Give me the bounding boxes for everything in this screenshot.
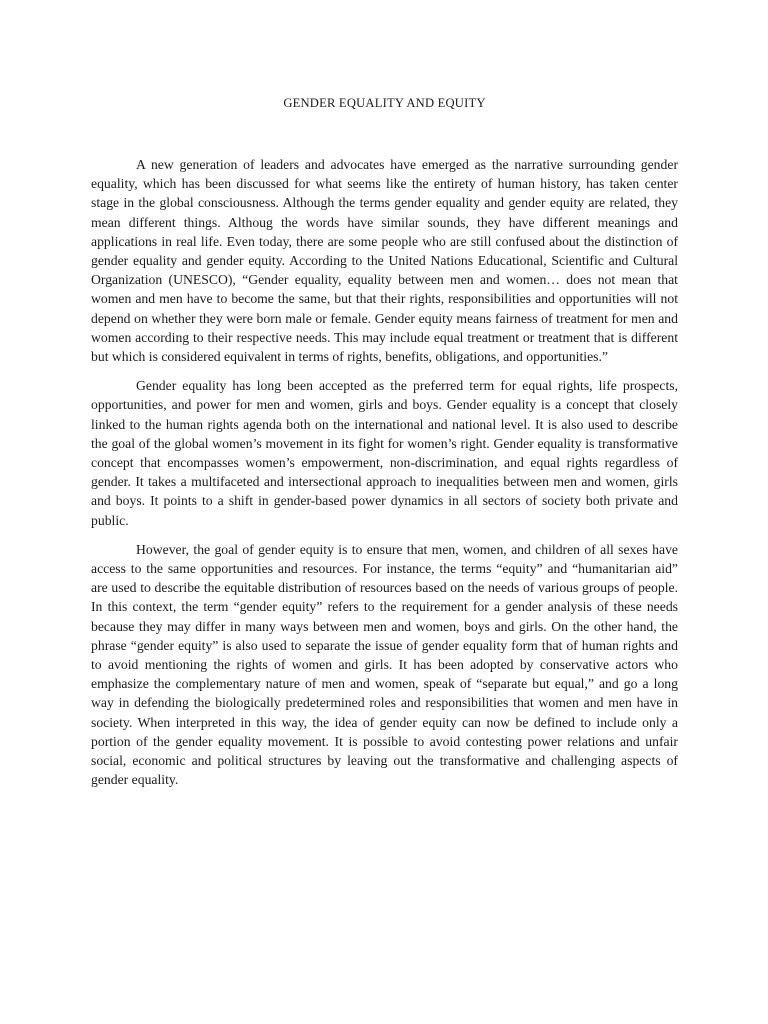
paragraph-1: A new generation of leaders and advocates have emerged as the narrative surrounding gender equality, which has been discussed for what seems like the entirety of human history, has taken center stage in the global consciousness. Although the terms gender equality and gender equity are related, they mean different things. Althoug the words have similar sounds, they have different meanings and applications in real life. Even today, there are some people who are still confused about the distinction of gender equality and gender equity. According to the United Nations Educational, Scientific and Cultural Organization (UNESCO), “Gender equality, equality between men and women… does not mean that women and men have to become the same, but that their rights, responsibilities and opportunities will not depend on whether they were born male or female. Gender equity means fairness of treatment for men and women according to their respective needs. This may include equal treatment or treatment that is different but which is considered equivalent in terms of rights, benefits, obligations, and opportunities.” bbox=[91, 157, 678, 365]
paragraph-3: However, the goal of gender equity is to ensure that men, women, and children of all sexes have access to the same opportunities and resources. For instance, the terms “equity” and “humanitarian aid” are used to describe the equitable distribution of resources based on the needs of various groups of people. In this context, the term “gender equity” refers to the requirement for a gender analysis of these needs because they may differ in many ways between men and women, boys and girls. On the other hand, the phrase “gender equity” is also used to separate the issue of gender equality form that of human rights and to avoid mentioning the rights of women and girls. It has been adopted by conservative actors who emphasize the complementary nature of men and women, speak of “separate but equal,” and go a long way in defending the biologically predetermined roles and responsibilities that women and men have in society. When interpreted in this way, the idea of gender equity can now be defined to include only a portion of the gender equality movement. It is possible to avoid contesting power relations and unfair social, economic and political structures by leaving out the transformative and challenging aspects of gender equality. bbox=[91, 541, 678, 788]
paragraph-2: Gender equality has long been accepted as the preferred term for equal rights, life prospects, opportunities, and power for men and women, girls and boys. Gender equality is a concept that closely linked to the human rights agenda both on the international and national level. It is also used to describe the goal of the global women’s movement in its fight for women’s right. Gender equality is transformative concept that encompasses women’s empowerment, non-discrimination, and equal rights regardless of gender. It takes a multifaceted and intersectional approach to inequalities between men and women, girls and boys. It points to a shift in gender-based power dynamics in all sectors of society both private and public. bbox=[91, 378, 678, 528]
document-title: GENDER EQUALITY AND EQUITY bbox=[283, 96, 486, 110]
